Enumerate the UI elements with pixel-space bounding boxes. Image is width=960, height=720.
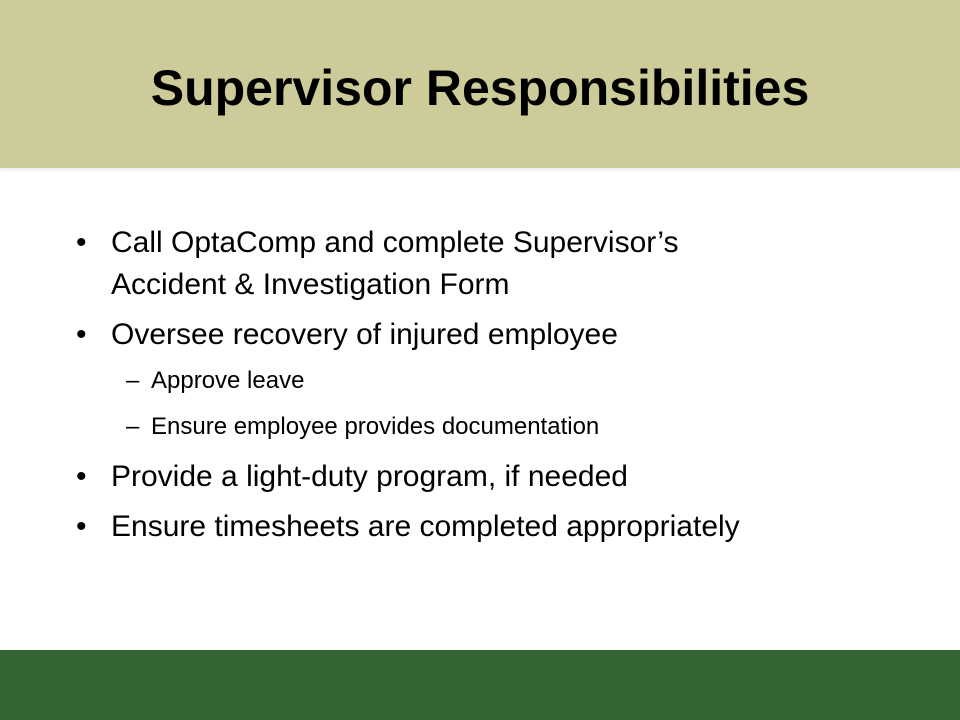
bullet-text: Oversee recovery of injured employee (111, 318, 618, 351)
bullet-marker: • (76, 318, 87, 351)
bullet-marker: • (76, 226, 87, 259)
bullet-text-line: Call OptaComp and complete Supervisor’s (111, 226, 679, 259)
bullet-text-line: Accident & Investigation Form (111, 268, 510, 301)
sub-bullet-item (76, 410, 916, 444)
bullet-marker: • (76, 460, 87, 493)
bullet-item (76, 222, 916, 306)
sub-bullet-marker: – (126, 413, 140, 440)
sub-bullet-item (76, 364, 916, 398)
slide-content (76, 222, 916, 556)
bullet-text: Ensure timesheets are completed appropriately (111, 510, 740, 543)
bullet-text: Provide a light-duty program, if needed (111, 460, 628, 493)
bottom-band (0, 650, 960, 720)
sub-bullet-text: Ensure employee provides documentation (151, 413, 600, 440)
slide-title: Supervisor Responsibilities (150, 60, 810, 116)
bullet-marker: • (76, 510, 87, 543)
sub-bullet-text: Approve leave (151, 367, 305, 394)
bullet-item (76, 314, 916, 356)
bullet-item (76, 506, 916, 548)
bullet-item (76, 456, 916, 498)
sub-bullet-marker: – (126, 367, 140, 394)
